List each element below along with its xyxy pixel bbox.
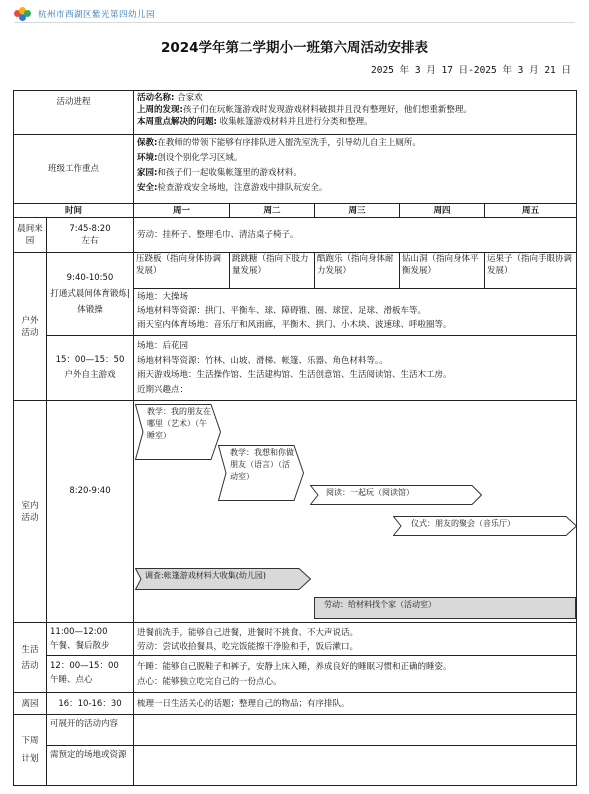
school-name: 杭州市西湖区紫光第四幼儿园 [38,10,156,20]
school-header [14,6,155,22]
indoor-arrow-teaching-1: 教学：我的朋友在哪里（艺术）（午睡室） [135,404,221,460]
outdoor-slot2-time: 15：00—15：50 户外自主游戏 [55,355,125,380]
indoor-arrow-teaching-2: 教学：我想和你做朋友（语言）（活动室） [218,445,304,501]
indoor-label: 室内 活动 [21,500,39,523]
life-label: 生活 活动 [21,644,39,671]
activity-progress-content [137,92,575,128]
indoor-arrow-reading: 阅读：一起玩（阅读馆） [310,485,482,505]
last-week-finding: 孩子们在玩帐篷游戏时发现游戏材料破损并且没有整理好，他们想重新整理。 [182,105,472,115]
morning-label: 晨间来园 [17,224,43,246]
activity-progress-label: 活动进程 [56,97,91,107]
day-header-tue: 周二 [263,205,281,216]
outdoor-slot2-details: 场地：后花园 场地材料等资源：竹林、山坡、滑梯、帐篷、乐器、角色材料等。。 雨天游戏场地：生活操作馆、生活建构馆、生活创意馆、生活阅读馆、生活木工房。 近期兴趣点： [137,341,452,395]
morning-time: 7:45-8:20 左右 [69,224,111,246]
day-header-thu: 周四 [433,205,451,216]
day-header-wed: 周三 [348,205,366,216]
this-week-focus: 收集帐篷游戏材料并且进行分类和整理。 [219,117,373,127]
header-divider [14,22,575,23]
next-week-activities-label: 可展开的活动内容 [50,719,119,729]
next-week-resources-label: 需预定的场地或资源 [50,750,127,760]
life-slot2-details: 午睡：能够自己脱鞋子和裤子，安静上床入睡，养成良好的睡眠习惯和正确的睡姿。 点心：能够独立吃完自己的一份点心。 [137,662,452,687]
schedule-table [13,90,577,786]
day-header-mon: 周一 [172,205,190,216]
class-focus-label: 班级工作重点 [47,164,99,174]
outdoor-slot1-time: 9:40-10:50 打通式晨间体育锻炼|体锻操 [50,273,130,315]
indoor-arrow-survey: 调查:帐篷游戏材料大收集(幼儿园) [135,568,311,590]
date-range: 2025 年 3 月 17 日-2025 年 3 月 21 日 [371,65,571,76]
day-header-fri: 周五 [521,205,539,216]
outdoor-game-mon: 压跷板（指向身体协调发展） [136,254,222,276]
leave-label: 离园 [21,698,39,709]
life-slot1-time: 11:00—12:00 午餐、餐后散步 [50,627,110,651]
activity-name: 合家欢 [177,93,203,103]
this-week-label: 本周重点解决的问题: [137,117,217,127]
outdoor-game-thu: 钻山洞（指向身体平衡发展） [402,254,479,276]
indoor-arrow-labor: 劳动：给材料找个家（活动室） [314,597,576,619]
leave-content: 梳理一日生活关心的话题；整理自己的物品；有序排队。 [137,699,350,709]
outdoor-game-wed: 酷跑乐（指向身体耐力发展） [317,254,394,276]
school-logo-icon [14,7,32,21]
indoor-time: 8:20-9:40 [69,486,111,496]
time-header: 时间 [64,205,82,216]
morning-content: 劳动：挂杯子、整理毛巾、清洁桌子椅子。 [137,230,299,240]
page-title: 2024学年第二学期小一班第六周活动安排表 [160,40,429,56]
outdoor-slot1-details: 场地：大操场 场地材料等资源：拱门、平衡车、球、障碍锥、圈、球筐、足球、滑板车等。 雨天室内体育场地：音乐厅和风雨廊，平衡木、拱门、小木块、波速球、呼啦圈等。 [137,292,452,330]
activity-name-label: 活动名称: [137,93,175,103]
next-week-label: 下周 计划 [21,736,39,764]
outdoor-game-fri: 运果子（指向手眼协调发展） [487,254,573,276]
last-week-label: 上周的发现: [137,105,183,115]
leave-time: 16：10-16：30 [58,698,122,709]
indoor-arrow-ceremony: 仪式：朋友的聚会（音乐厅） [393,516,578,536]
life-slot1-details: 进餐前洗手，能够自己进餐，进餐时不挑食、不大声说话。 劳动：尝试收拾餐具，吃完饭能擦干净脸和手，饭后漱口。 [137,628,359,652]
class-focus-content: 保教:在教师的带领下能够有序排队进入盥洗室洗手，引导幼儿自主上厕所。 环境:创设个别化学习区域。 家园:和孩子们一起收集帐篷里的游戏材料。 安全:检查游戏安全场地，注意游戏中排队玩安全。 [137,138,421,193]
life-slot2-time: 12：00—15：00 午睡、点心 [50,661,119,685]
outdoor-label: 户外 活动 [21,315,39,338]
outdoor-game-tue: 跳跳糖（指向下肢力量发展） [232,254,309,276]
